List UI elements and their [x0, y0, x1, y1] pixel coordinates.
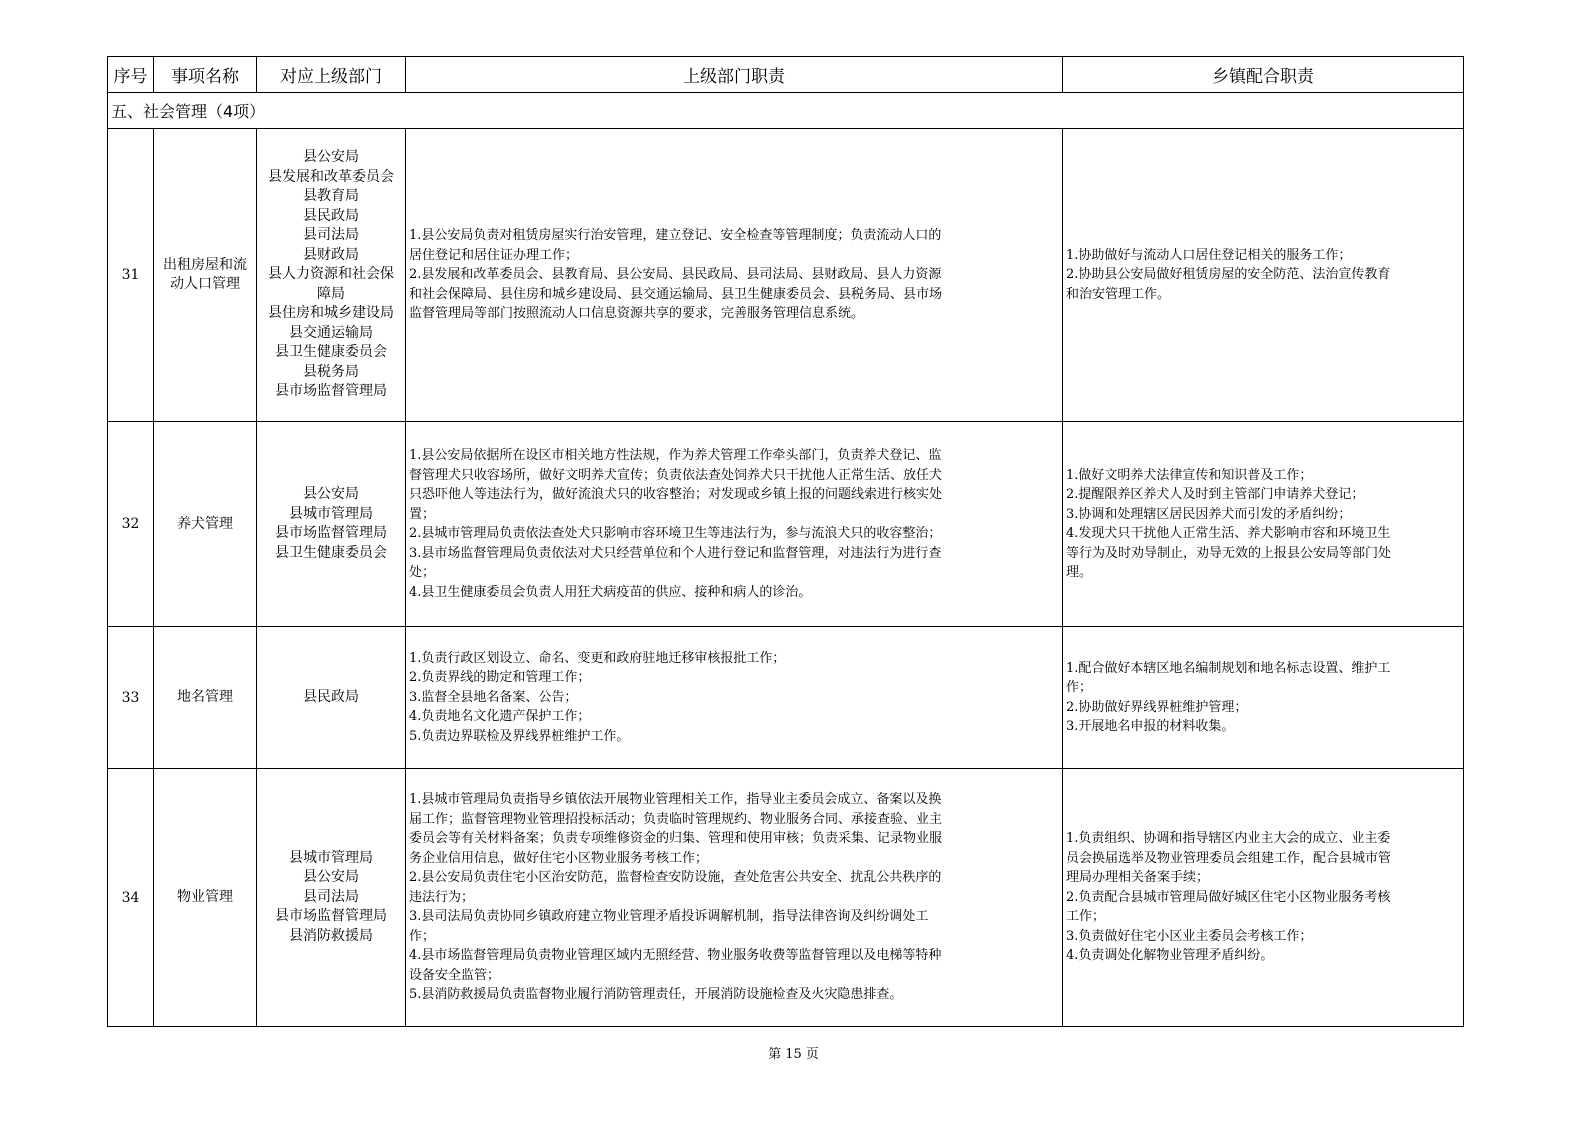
header-town-duty: 乡镇配合职责: [1063, 57, 1464, 93]
text-line: 动人口管理: [170, 276, 240, 292]
text-line: 4.县市场监督管理局负责物业管理区域内无照经营、物业服务收费等监督管理以及电梯等特种: [409, 948, 942, 964]
text-line: 县住房和城乡建设局: [268, 305, 394, 322]
text-line: 2.县发展和改革委员会、县教育局、县公安局、县民政局、县司法局、县财政局、县人力资源: [409, 267, 942, 283]
text-line: 县交通运输局: [289, 324, 373, 341]
text-line: 县人力资源和社会保: [268, 266, 394, 283]
row-number: 33: [108, 627, 154, 769]
text-line: 置；: [409, 506, 436, 522]
text-line: 届工作；监督管理物业管理招投标活动；负责临时管理规约、物业服务合同、承接查验、业主: [409, 811, 943, 827]
table-header-row: [108, 57, 1464, 93]
text-line: 委员会等有关材料备案；负责专项维修资金的归集、管理和使用审核；负责采集、记录物业服: [409, 831, 943, 847]
text-line: 务企业信用信息，做好住宅小区物业服务考核工作；: [409, 850, 709, 866]
text-line: 县市场监督管理局: [275, 908, 387, 925]
row-number: 34: [108, 769, 154, 1027]
text-line: 1.县公安局依据所在设区市相关地方性法规，作为养犬管理工作牵头部门，负责养犬登记、监: [409, 448, 942, 463]
text-line: 障局: [317, 285, 345, 302]
text-line: 员会换届选举及物业管理委员会组建工作，配合县城市管: [1066, 850, 1392, 866]
header-item-name: 事项名称: [154, 57, 257, 93]
text-line: 3.协调和处理辖区居民因养犬而引发的矛盾纠纷；: [1066, 506, 1352, 522]
text-line: 3.负责做好住宅小区业主委员会考核工作；: [1066, 928, 1313, 944]
upper-duties: [406, 627, 1063, 769]
table-row: [108, 129, 1464, 422]
table-row: [108, 627, 1464, 769]
text-line: 1.协助做好与流动人口居住登记相关的服务工作；: [1066, 247, 1352, 263]
text-line: 县市场监督管理局: [275, 525, 387, 541]
table-row: [108, 769, 1464, 1027]
text-line: 处；: [409, 565, 436, 580]
row-number: 32: [108, 422, 154, 627]
text-line: 工作；: [1066, 909, 1106, 925]
text-line: 4.发现犬只干扰他人正常生活、养犬影响市容和环境卫生: [1066, 526, 1391, 541]
text-line: 县卫生健康委员会: [275, 344, 387, 361]
text-line: 3.县市场监督管理局负责依法对犬只经营单位和个人进行登记和监督管理，对违法行为进行查: [409, 545, 942, 561]
text-line: 1.配合做好本辖区地名编制规划和地名标志设置、维护工: [1066, 660, 1391, 676]
text-line: 县公安局: [303, 149, 359, 166]
item-name: [154, 627, 257, 769]
text-line: 2.负责界线的勘定和管理工作；: [409, 670, 591, 686]
text-line: 县税务局: [303, 363, 359, 380]
text-line: 等行为及时劝导制止，劝导无效的上报县公安局等部门处: [1066, 545, 1392, 561]
text-line: 县卫生健康委员会: [275, 544, 387, 561]
upper-departments: [257, 129, 406, 422]
text-line: 县民政局: [303, 207, 359, 224]
text-line: 理。: [1066, 565, 1093, 580]
text-line: 4.县卫生健康委员会负责人用狂犬病疫苗的供应、接种和病人的诊治。: [409, 584, 812, 600]
text-line: 1.负责组织、协调和指导辖区内业主大会的成立、业主委: [1066, 831, 1391, 847]
text-line: 4.负责地名文化遗产保护工作；: [409, 709, 591, 725]
town-duties: [1063, 627, 1464, 769]
text-line: 作；: [409, 928, 436, 944]
text-line: 3.开展地名申报的材料收集。: [1066, 719, 1235, 734]
upper-departments: [257, 627, 406, 769]
town-duties: [1063, 769, 1464, 1027]
text-line: 1.县城市管理局负责指导乡镇依法开展物业管理相关工作，指导业主委员会成立、备案以及换: [409, 792, 942, 808]
text-line: 县城市管理局: [289, 505, 373, 522]
text-line: 3.县司法局负责协同乡镇政府建立物业管理矛盾投诉调解机制，指导法律咨询及纠纷调处工: [409, 909, 929, 925]
section-row: [108, 93, 1464, 129]
text-line: 3.监督全县地名备案、公告；: [409, 689, 578, 705]
text-line: 2.提醒限养区养犬人及时到主管部门申请养犬登记；: [1066, 487, 1365, 502]
text-line: 2.负责配合县城市管理局做好城区住宅小区物业服务考核: [1066, 889, 1391, 905]
table-row: [108, 422, 1464, 627]
text-line: 4.负责调处化解物业管理矛盾纠纷。: [1066, 948, 1274, 964]
text-line: 2.县公安局负责住宅小区治安防范，监督检查安防设施，查处危害公共安全、扰乱公共秩序的: [409, 870, 942, 886]
text-line: 设备安全监管；: [409, 967, 501, 983]
text-line: 理局办理相关备案手续；: [1066, 870, 1210, 886]
text-line: 1.负责行政区划设立、命名、变更和政府驻地迁移审核报批工作；: [409, 650, 786, 666]
header-upper-dept: 对应上级部门: [257, 57, 406, 93]
text-line: 1.做好文明养犬法律宣传和知识普及工作；: [1066, 467, 1313, 483]
text-line: 只恐吓他人等违法行为，做好流浪犬只的收容整治；对发现或乡镇上报的问题线索进行核实处: [409, 487, 943, 502]
text-line: 县公安局: [303, 869, 359, 886]
text-line: 县民政局: [303, 688, 359, 705]
text-line: 县司法局: [303, 888, 359, 905]
page-number: 第 15 页: [768, 1047, 819, 1062]
text-line: 县财政局: [303, 246, 359, 263]
upper-departments: [257, 769, 406, 1027]
text-line: 2.协助做好界线界桩维护管理；: [1066, 699, 1248, 715]
text-line: 违法行为；: [409, 889, 475, 905]
text-line: 县教育局: [303, 188, 359, 205]
item-name: [154, 769, 257, 1027]
text-line: 县消防救援局: [289, 927, 373, 944]
text-line: 物业管理: [177, 889, 233, 905]
section-title: 五、社会管理（4项）: [108, 93, 1464, 129]
duty-table: [107, 56, 1464, 1027]
text-line: 作；: [1066, 680, 1093, 695]
text-line: 县公安局: [303, 486, 359, 502]
text-line: 2.协助县公安局做好租赁房屋的安全防范、法治宣传教育: [1066, 267, 1391, 283]
text-line: 养犬管理: [177, 515, 233, 532]
text-line: 居住登记和居住证办理工作；: [409, 247, 579, 263]
text-line: 出租房屋和流: [163, 257, 247, 273]
text-line: 县司法局: [303, 227, 359, 244]
text-line: 县市场监督管理局: [275, 383, 387, 400]
text-line: 1.县公安局负责对租赁房屋实行治安管理，建立登记、安全检查等管理制度；负责流动人口的: [409, 228, 942, 244]
text-line: 地名管理: [177, 689, 233, 705]
text-line: 监督管理局等部门按照流动人口信息资源共享的要求，完善服务管理信息系统。: [409, 306, 865, 322]
upper-duties: [406, 422, 1063, 627]
upper-departments: [257, 422, 406, 627]
town-duties: [1063, 422, 1464, 627]
row-number: 31: [108, 129, 154, 422]
text-line: 2.县城市管理局负责依法查处犬只影响市容环境卫生等违法行为，参与流浪犬只的收容整治；: [409, 526, 942, 541]
text-line: 督管理犬只收容场所，做好文明养犬宣传；负责依法查处饲养犬只干扰他人正常生活、放任犬: [409, 467, 943, 483]
text-line: 县发展和改革委员会: [268, 168, 394, 185]
text-line: 5.县消防救援局负责监督物业履行消防管理责任，开展消防设施检查及火灾隐患排查。: [409, 987, 903, 1003]
header-seq: 序号: [108, 57, 154, 93]
item-name: [154, 422, 257, 627]
header-upper-duty: 上级部门职责: [406, 57, 1063, 93]
text-line: 县城市管理局: [289, 849, 373, 866]
text-line: 和社会保障局、县住房和城乡建设局、县交通运输局、县卫生健康委员会、县税务局、县市场: [409, 286, 943, 302]
text-line: 5.负责边界联检及界线界桩维护工作。: [409, 728, 630, 744]
town-duties: [1063, 129, 1464, 422]
item-name: [154, 129, 257, 422]
upper-duties: [406, 769, 1063, 1027]
text-line: 和治安管理工作。: [1066, 286, 1171, 302]
upper-duties: [406, 129, 1063, 422]
